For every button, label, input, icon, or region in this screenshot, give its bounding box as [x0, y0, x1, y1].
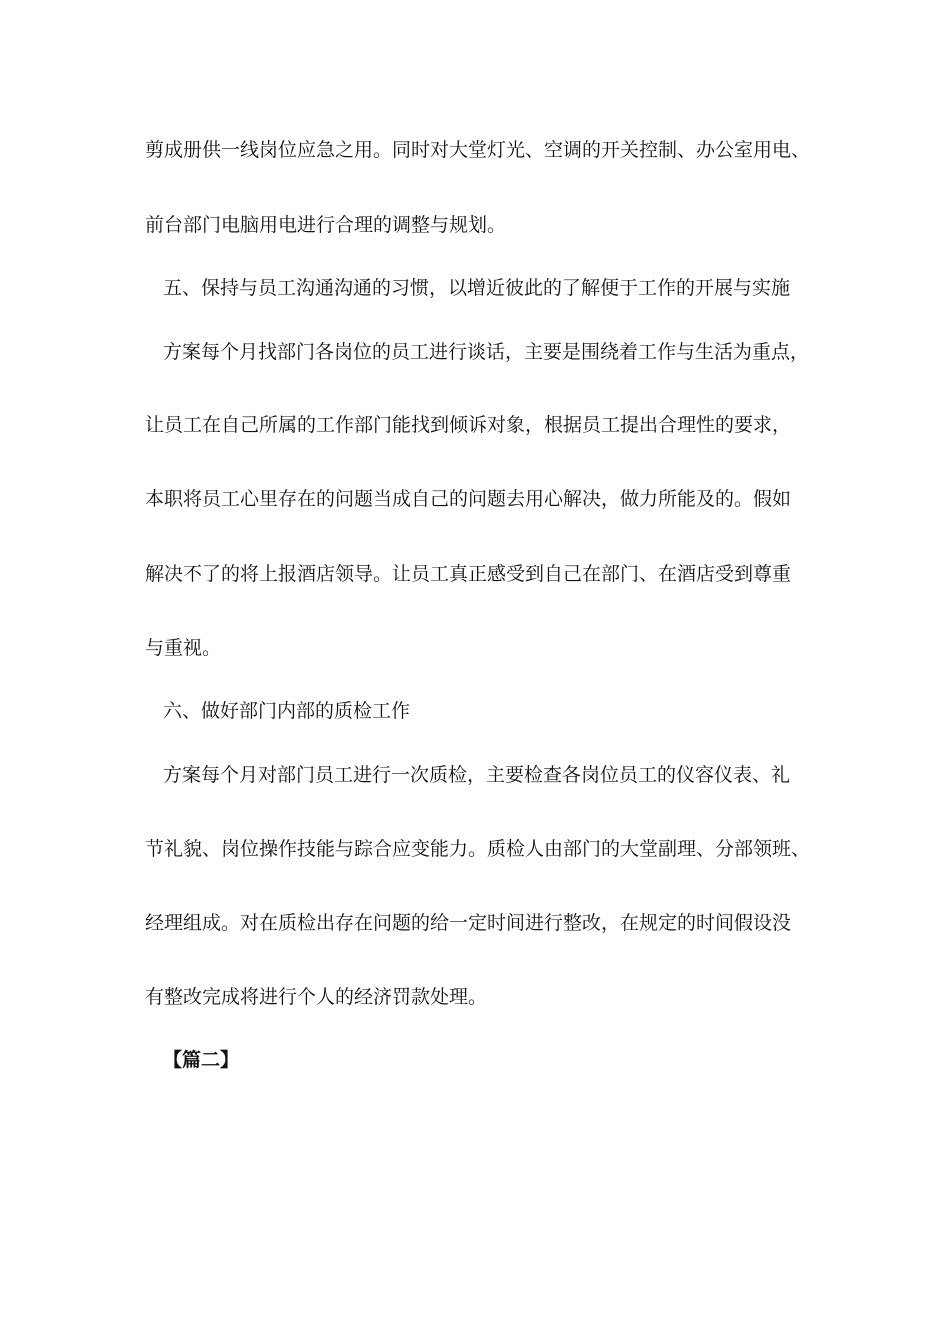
paragraph-line: 与重视。	[145, 637, 222, 659]
paragraph-line: 方案每个月对部门员工进行一次质检，主要检查各岗位员工的仪容仪表、礼	[163, 764, 791, 786]
paragraph-line: 有整改完成将进行个人的经济罚款处理。	[145, 986, 488, 1008]
paragraph-line: 前台部门电脑用电进行合理的调整与规划。	[145, 214, 507, 236]
paragraph-line: 解决不了的将上报酒店领导。让员工真正感受到自己在部门、在酒店受到尊重	[145, 563, 792, 585]
paragraph-line: 本职将员工心里存在的问题当成自己的问题去用心解决，做力所能及的。假如	[145, 488, 792, 510]
paragraph-line: 节礼貌、岗位操作技能与踪合应变能力。质检人由部门的大堂副理、分部领班、	[145, 838, 810, 860]
section-heading-6: 六、做好部门内部的质检工作	[163, 700, 411, 722]
paragraph-line: 剪成册供一线岗位应急之用。同时对大堂灯光、空调的开关控制、办公室用电、	[145, 139, 810, 161]
paragraph-line: 经理组成。对在质检出存在问题的给一定时间进行整改，在规定的时间假设没	[145, 912, 792, 934]
paragraph-line: 方案每个月找部门各岗位的员工进行谈话，主要是围绕着工作与生活为重点，	[163, 341, 810, 363]
part-heading: 【篇二】	[163, 1049, 240, 1071]
section-heading-5: 五、保持与员工沟通沟通的习惯，以增近彼此的了解便于工作的开展与实施	[163, 277, 791, 299]
paragraph-line: 让员工在自己所属的工作部门能找到倾诉对象，根据员工提出合理性的要求，	[145, 414, 792, 436]
